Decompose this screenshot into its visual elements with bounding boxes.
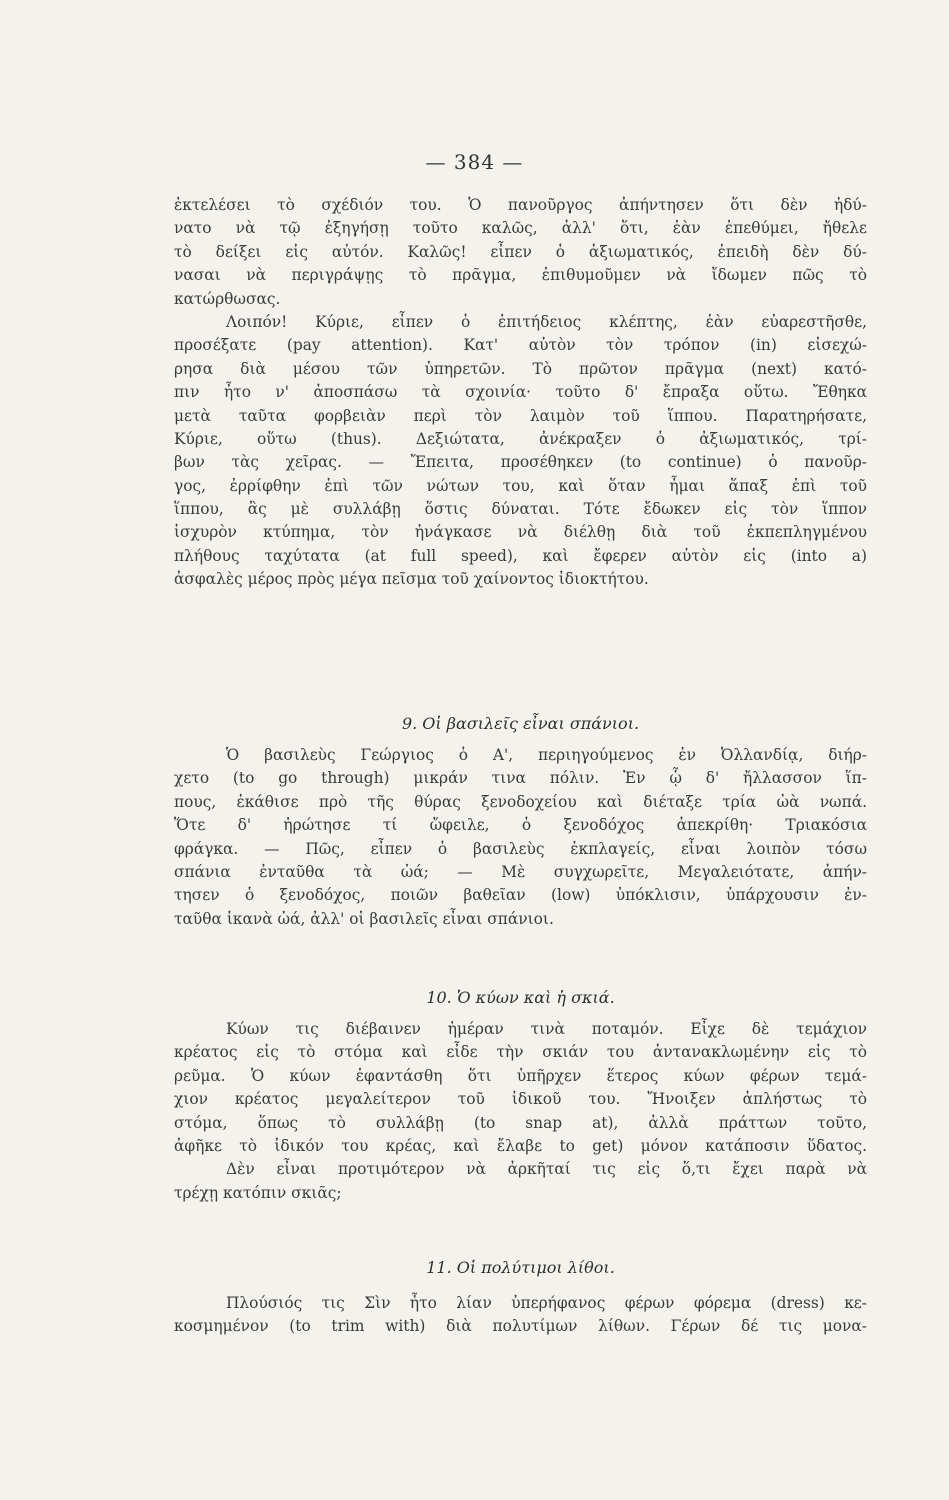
text-line: πους, ἐκάθισε πρὸ τῆς θύρας ξενοδοχείου καὶ διέταξε τρία ὠὰ νωπά. [174, 792, 867, 811]
text-line: τησεν ὁ ξενοδόχος, ποιῶν βαθεῖαν (low) ὑπόκλισιν, ὑπάρχουσιν ἐν- [174, 886, 867, 905]
text-line: στόμα, ὅπως τὸ συλλάβῃ (to snap at), ἀλλὰ πράττων τοῦτο, [174, 1113, 867, 1132]
text-line: ἐκτελέσει τὸ σχέδιόν του. Ὁ πανοῦργος ἀπήντησεν ὅτι δὲν ἠδύ- [174, 196, 867, 214]
text-line: πλήθους ταχύτατα (at full speed), καὶ ἔφερεν αὐτὸν εἰς (into a) [174, 546, 867, 565]
section-heading: 9. Οἱ βασιλεῖς εἶναι σπάνιοι. [401, 714, 640, 733]
text-line: ρησα διὰ μέσου τῶν ὑπηρετῶν. Τὸ πρῶτον πρᾶγμα (next) κατό- [174, 359, 867, 378]
text-line: βων τὰς χεῖρας. — Ἔπειτα, προσέθηκεν (to continue) ὁ πανοῦρ- [174, 453, 867, 472]
page-number: — 384 — [425, 150, 524, 174]
text-line: ἰσχυρὸν κτύπημα, τὸν ἠνάγκασε νὰ διέλθῃ διὰ τοῦ ἐκπεπληγμένου [174, 523, 867, 542]
text-line: φράγκα. — Πῶς, εἶπεν ὁ βασιλεὺς ἐκπλαγείς, εἶναι λοιπὸν τόσω [174, 839, 867, 858]
section-9 [174, 706, 867, 742]
text-line: κοσμημένον (to trim with) διὰ πολυτίμων λίθων. Γέρων δέ τις μονα- [174, 1317, 867, 1336]
text-line: χετο (to go through) μικράν τινα πόλιν. Ἐν ᾧ δ' ἤλλασσον ἵπ- [174, 769, 867, 788]
text-line: μετὰ ταῦτα φορβειὰν περὶ τὸν λαιμὸν τοῦ ἵππου. Παρατηρήσατε, [174, 406, 867, 425]
text-line: χιον κρέατος μεγαλείτερον τοῦ ἰδικοῦ του. Ἤνοιξεν ἀπλήστως τὸ [174, 1090, 867, 1109]
text-line: Κύριε, οὕτω (thus). Δεξιώτατα, ἀνέκραξεν ὁ ἀξιωματικός, τρί- [174, 429, 867, 448]
text-line: πιν ἦτο ν' ἀποσπάσω τὰ σχοινία· τοῦτο δ' ἔπραξα οὕτω. Ἔθηκα [174, 383, 867, 402]
text-line: γος, ἐρρίφθην ἐπὶ τῶν νώτων του, καὶ ὅταν ἦμαι ἅπαξ ἐπὶ τοῦ [174, 476, 867, 495]
text-line: νασαι νὰ περιγράψῃς τὸ πρᾶγμα, ἐπιθυμοῦμεν νὰ ἴδωμεν πῶς τὸ [174, 266, 867, 285]
text-line: προσέξατε (pay attention). Κατ' αὐτὸν τὸν τρόπον (in) εἰσεχώ- [174, 336, 867, 355]
paragraph-intro [174, 194, 867, 592]
text-line: Ὁ βασιλεὺς Γεώργιος ὁ Α', περιηγούμενος ἐν Ὀλλανδίᾳ, διήρ- [226, 746, 867, 764]
text-line: σπάνια ἐνταῦθα τὰ ὠά; — Μὲ συγχωρεῖτε, Μεγαλειότατε, ἀπήν- [174, 862, 867, 881]
section-11 [174, 1250, 867, 1286]
text-line: ρεῦμα. Ὁ κύων ἐφαντάσθη ὅτι ὑπῆρχεν ἕτερος κύων φέρων τεμά- [174, 1066, 867, 1085]
text-line: κρέατος εἰς τὸ στόμα καὶ εἶδε τὴν σκιάν του ἀντανακλωμένην εἰς τὸ [174, 1043, 867, 1062]
text-line: Λοιπόν! Κύριε, εἶπεν ὁ ἐπιτήδειος κλέπτης, ἐὰν εὐαρεστῆσθε, [226, 312, 867, 331]
paragraph-section-11 [174, 1292, 867, 1339]
section-10 [174, 980, 867, 1016]
text-line: Δὲν εἶναι προτιμότερον νὰ ἀρκῆταί τις εἰς ὅ,τι ἔχει παρὰ νὰ [226, 1160, 867, 1179]
text-line: ἀφῆκε τὸ ἰδικόν του κρέας, καὶ ἔλαβε to get) μόνον κατάποσιν ὕδατος. [174, 1136, 867, 1155]
text-line: ἀσφαλὲς μέρος πρὸς μέγα πεῖσμα τοῦ χαίνοντος ἰδιοκτήτου. [174, 570, 649, 589]
section-heading: 11. Οἱ πολύτιμοι λίθοι. [426, 1258, 615, 1277]
paragraph-section-9 [174, 744, 867, 931]
text-line: Ὅτε δ' ἠρώτησε τί ὤφειλε, ὁ ξενοδόχος ἀπεκρίθη· Τριακόσια [174, 816, 867, 835]
section-heading: 10. Ὁ κύων καὶ ἡ σκιά. [426, 988, 615, 1007]
text-line: ταῦθα ἱκανὰ ὠά, ἀλλ' οἱ βασιλεῖς εἶναι σπάνιοι. [174, 909, 554, 928]
text-line: τρέχῃ κατόπιν σκιᾶς; [174, 1183, 342, 1202]
paragraph-section-10 [174, 1018, 867, 1205]
text-line: κατώρθωσας. [174, 289, 281, 308]
text-line: ἵππου, ἂς μὲ συλλάβῃ ὅστις δύναται. Τότε ἔδωκεν εἰς τὸν ἵππον [174, 500, 867, 519]
text-line: Πλούσιός τις Σὶν ἦτο λίαν ὑπερήφανος φέρων φόρεμα (dress) κε- [226, 1294, 867, 1312]
text-line: Κύων τις διέβαινεν ἡμέραν τινὰ ποταμόν. Εἶχε δὲ τεμάχιον [226, 1020, 867, 1038]
text-line: νατο νὰ τῷ ἐξηγήσῃ τοῦτο καλῶς, ἀλλ' ὅτι, ἐὰν ἐπεθύμει, ἤθελε [174, 219, 867, 238]
text-line: τὸ δείξει εἰς αὐτόν. Καλῶς! εἶπεν ὁ ἀξιωματικός, ἐπειδὴ δὲν δύ- [174, 242, 867, 261]
